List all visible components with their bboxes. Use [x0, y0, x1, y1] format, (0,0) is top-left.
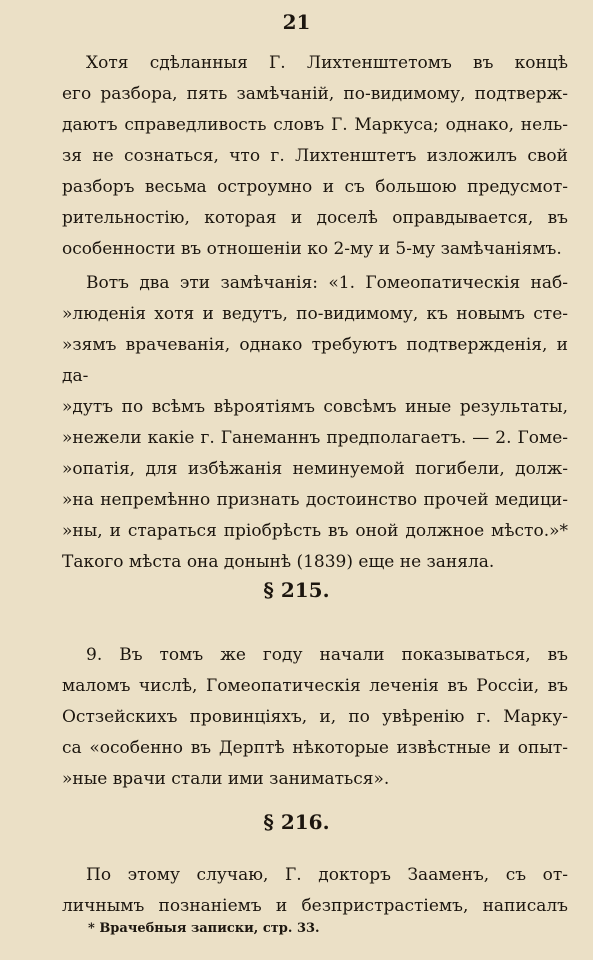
page-number: 21 — [282, 10, 311, 34]
text-line: По этому случаю, Г. докторъ Зааменъ, съ от- — [86, 865, 568, 885]
text-line: его разбора, пять замѣчаній, по-видимому, подтверж- — [62, 84, 568, 104]
text-line: Такого мѣста она донынѣ (1839) еще не заняла. — [62, 552, 495, 572]
text-line: »люденія хотя и ведутъ, по-видимому, къ новымъ сте- — [62, 304, 568, 324]
footnote: * Врачебныя записки, стр. 33. — [88, 921, 320, 936]
text-line: Остзейскихъ провинціяхъ, и, по увѣренію г. Марку- — [62, 707, 568, 727]
text-line: 9. Въ томъ же году начали показываться, въ — [86, 645, 568, 665]
text-line: »нежели какіе г. Ганеманнъ предполагаетъ. — 2. Гоме- — [62, 428, 568, 448]
text-line: даютъ справедливость словъ Г. Маркуса; однако, нель- — [62, 115, 568, 135]
paragraph-1 — [62, 48, 568, 265]
paragraph-2 — [62, 268, 568, 578]
text-line: »дутъ по всѣмъ вѣроятіямъ совсѣмъ иные результаты, — [62, 397, 568, 417]
text-line: Хотя сдѣланныя Г. Лихтенштетомъ въ концѣ — [86, 53, 568, 73]
text-line: са «особенно въ Дерптѣ нѣкоторые извѣстные и опыт- — [62, 738, 568, 758]
text-line: »ные врачи стали ими заниматься». — [62, 769, 390, 789]
text-line: особенности въ отношеніи ко 2-му и 5-му замѣчаніямъ. — [62, 239, 562, 259]
text-line: маломъ числѣ, Гомеопатическія леченія въ Россіи, въ — [62, 676, 568, 696]
text-line: »зямъ врачеванія, однако требуютъ подтвержденія, и да- — [62, 335, 568, 386]
text-line: личнымъ познаніемъ и безпристрастіемъ, написалъ — [62, 896, 568, 916]
text-line: »на непремѣнно признать достоинство прочей медици- — [62, 490, 568, 510]
text-line: Вотъ два эти замѣчанія: «1. Гомеопатическія наб- — [86, 273, 568, 293]
section-heading-215: § 215. — [263, 578, 330, 602]
text-line: »ны, и стараться пріобрѣсть въ оной должное мѣсто.»* — [62, 521, 568, 541]
paragraph-3 — [62, 640, 568, 795]
paragraph-4 — [62, 860, 568, 922]
text-line: разборъ весьма остроумно и съ большою предусмот- — [62, 177, 568, 197]
text-line: зя не сознаться, что г. Лихтенштетъ изложилъ свой — [62, 146, 568, 166]
text-line: »опатія, для избѣжанія неминуемой погибели, долж- — [62, 459, 568, 479]
section-heading-216: § 216. — [263, 810, 330, 834]
text-line: рительностію, которая и доселѣ оправдывается, въ — [62, 208, 568, 228]
